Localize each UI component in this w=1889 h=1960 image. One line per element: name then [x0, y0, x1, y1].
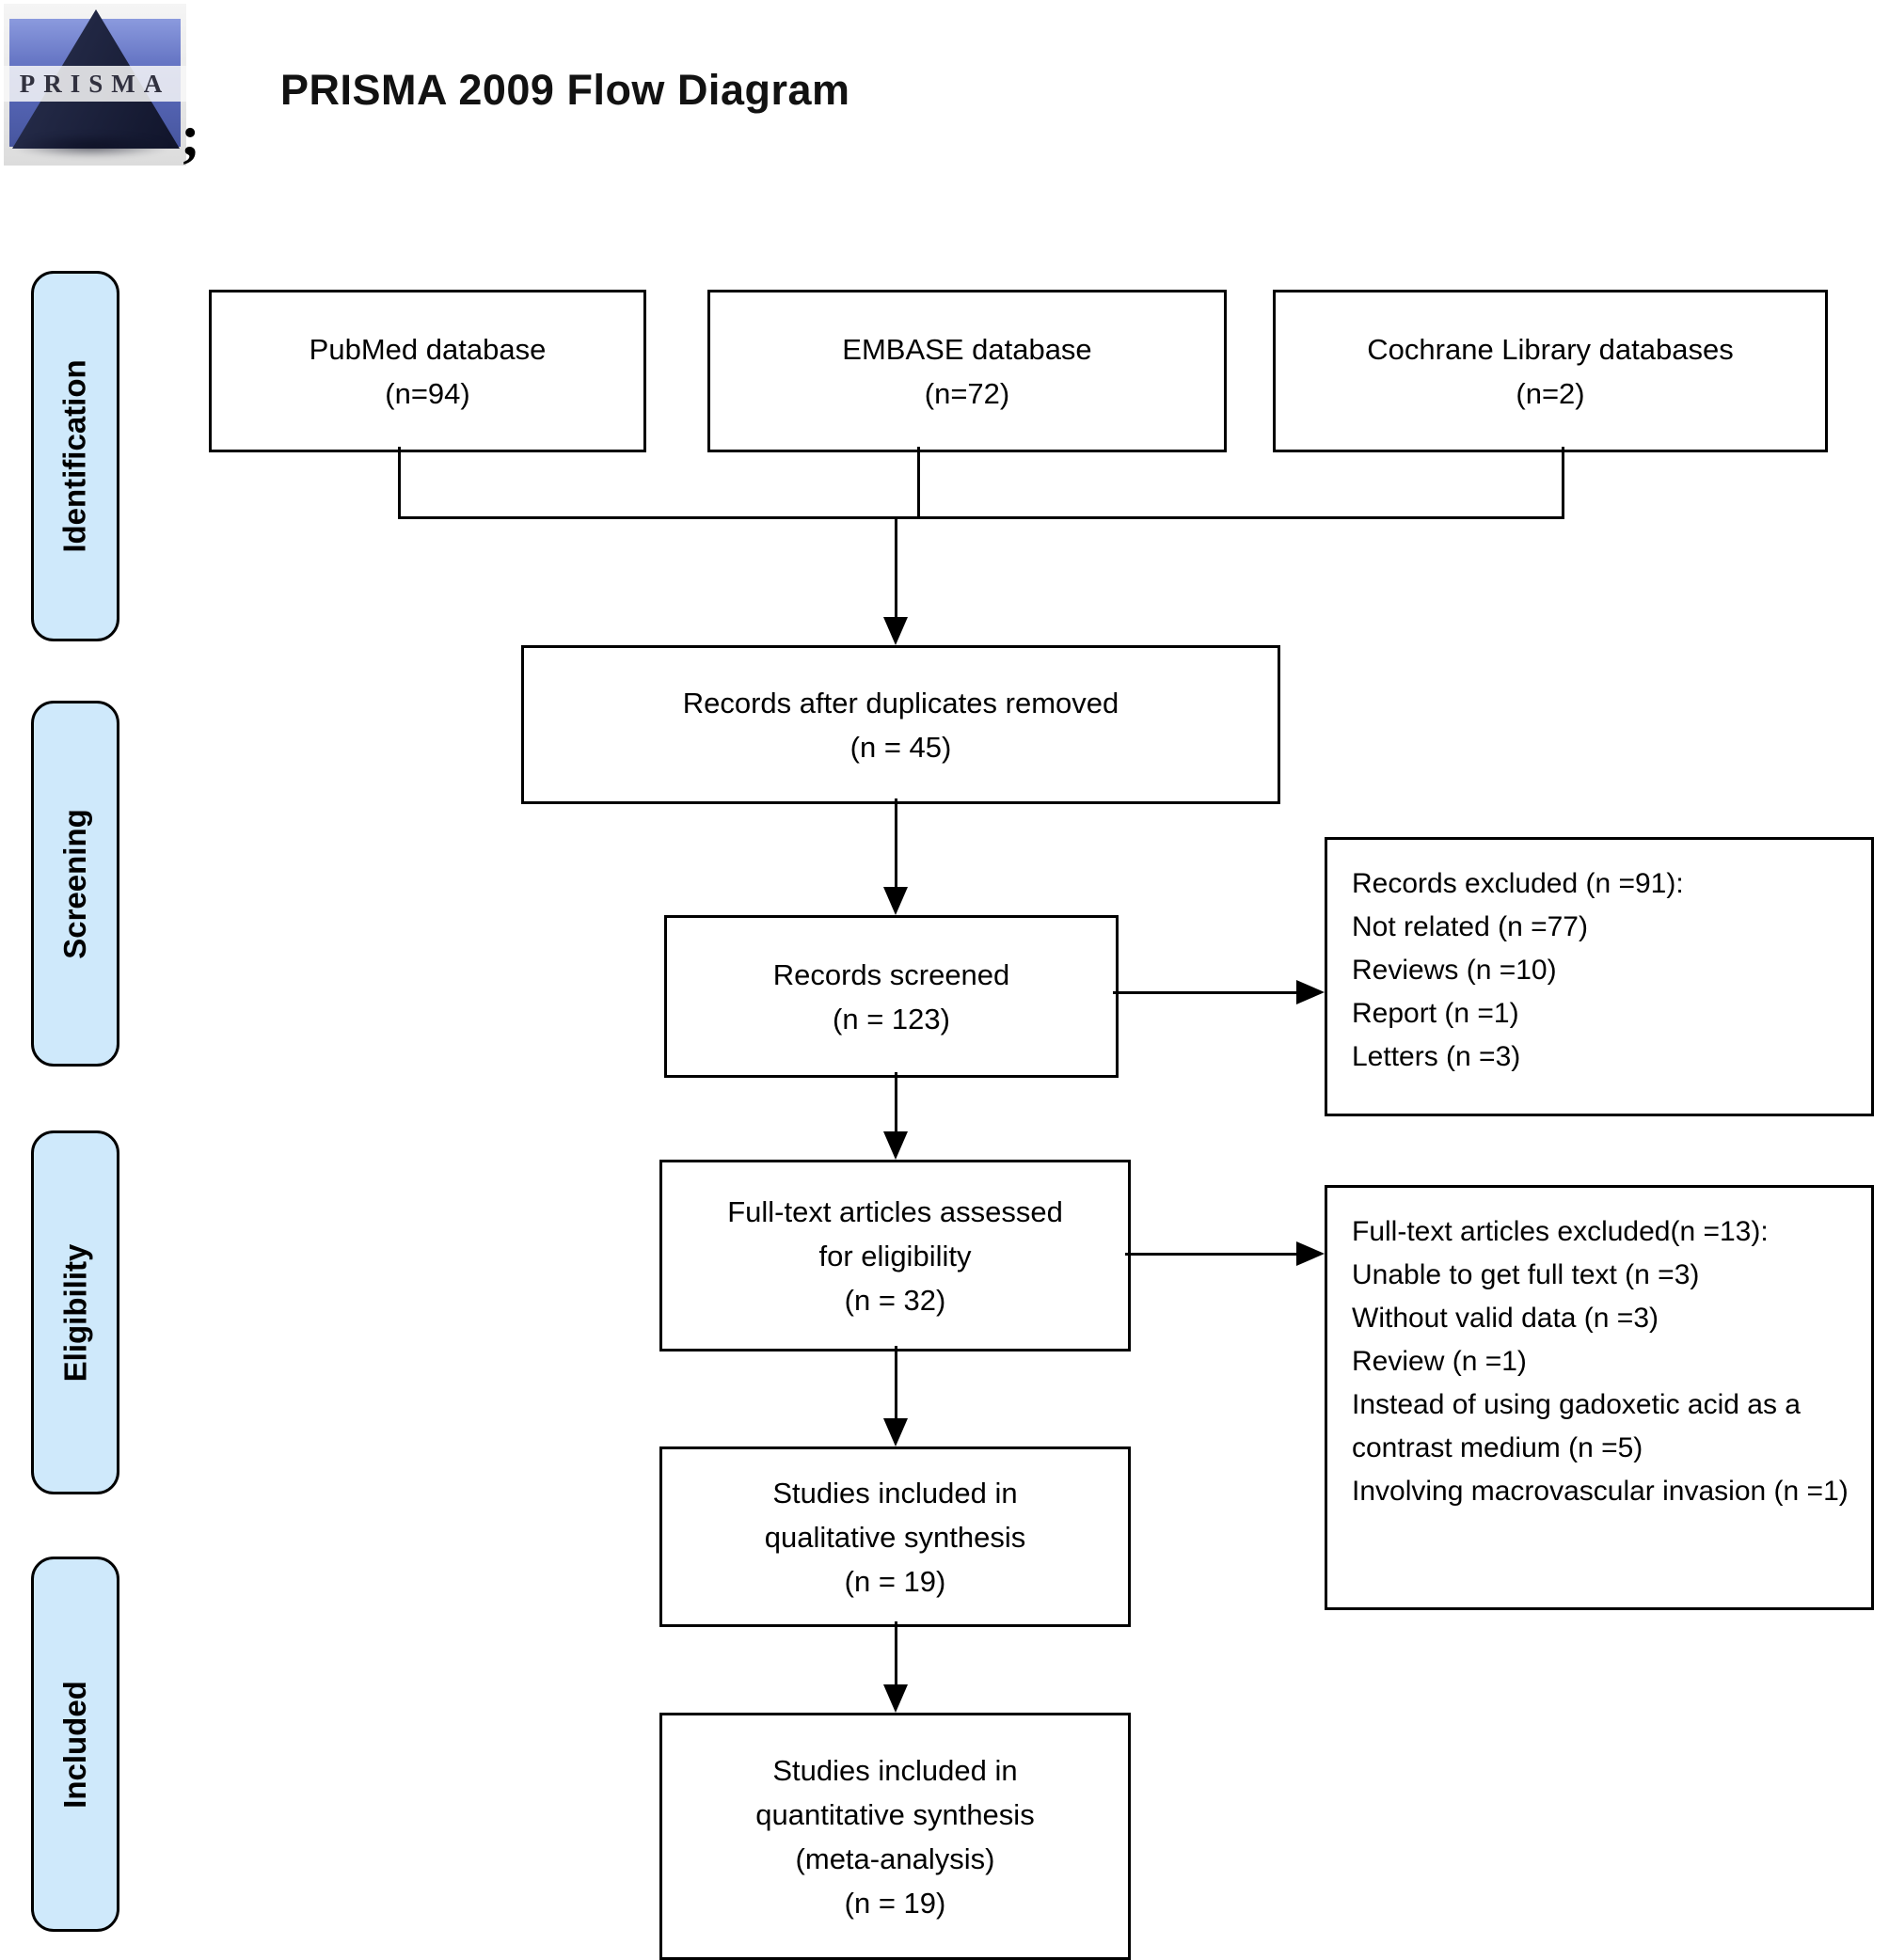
- fulltext-excluded-line6: Involving macrovascular invasion (n =1): [1352, 1476, 1849, 1507]
- arrow-qualitative-to-quantitative-head: [883, 1684, 908, 1713]
- arrow-fulltext-to-qualitative-head: [883, 1418, 908, 1446]
- prisma-logo: [4, 4, 186, 166]
- flow-box-duplicates-removed: [521, 645, 1280, 804]
- stage-identification-label: Identification: [57, 359, 92, 553]
- stage-identification: [31, 271, 119, 641]
- arrow-screened-to-excluded-line: [1113, 991, 1299, 994]
- qualitative-line2: qualitative synthesis: [764, 1520, 1026, 1554]
- stage-screening: [31, 701, 119, 1067]
- connector-merge-line: [398, 516, 1564, 519]
- connector-embase-stub: [917, 447, 920, 519]
- records-excluded-line1: Records excluded (n =91):: [1352, 868, 1684, 899]
- stray-semicolon-text: ;: [181, 104, 200, 168]
- fulltext-line3: (n = 32): [844, 1283, 946, 1317]
- quantitative-line1: Studies included in: [772, 1753, 1018, 1787]
- cochrane-line2: (n=2): [1516, 376, 1585, 410]
- screened-line1: Records screened: [772, 957, 1010, 991]
- arrow-merge-to-duplicates-head: [883, 617, 908, 645]
- records-excluded-line3: Reviews (n =10): [1352, 955, 1557, 986]
- qualitative-line3: (n = 19): [844, 1564, 946, 1598]
- page-title: PRISMA 2009 Flow Diagram: [280, 66, 850, 114]
- fulltext-excluded-line5: Instead of using gadoxetic acid as a contrast medium (n =5): [1352, 1389, 1801, 1463]
- arrow-merge-to-duplicates-line: [895, 516, 897, 620]
- arrow-qualitative-to-quantitative-line: [895, 1621, 897, 1687]
- fulltext-excluded-line3: Without valid data (n =3): [1352, 1303, 1659, 1334]
- prisma-logo-shadow: [11, 134, 171, 158]
- records-excluded-line5: Letters (n =3): [1352, 1041, 1521, 1072]
- embase-line1: EMBASE database: [842, 332, 1092, 366]
- connector-cochrane-stub: [1562, 447, 1564, 519]
- stage-eligibility: [31, 1130, 119, 1494]
- flow-box-embase: [707, 290, 1227, 452]
- arrow-screened-to-fulltext-head: [883, 1131, 908, 1160]
- pubmed-line1: PubMed database: [309, 332, 547, 366]
- flow-box-records-excluded: [1325, 837, 1874, 1116]
- flow-box-fulltext-assessed: [659, 1160, 1131, 1351]
- arrow-duplicates-to-screened-line: [895, 798, 897, 890]
- duplicates-line2: (n = 45): [849, 730, 952, 764]
- records-excluded-line2: Not related (n =77): [1352, 911, 1588, 942]
- stage-screening-label: Screening: [57, 808, 92, 959]
- flow-box-cochrane: [1273, 290, 1828, 452]
- flow-box-records-screened: [664, 915, 1119, 1078]
- connector-pubmed-stub: [398, 447, 401, 519]
- screened-line2: (n = 123): [833, 1002, 950, 1035]
- prisma-logo-wordmark: PRISMA: [19, 70, 171, 98]
- quantitative-line3: (meta-analysis): [795, 1841, 995, 1875]
- arrow-screened-to-excluded-head: [1296, 980, 1325, 1004]
- fulltext-excluded-line4: Review (n =1): [1352, 1346, 1527, 1377]
- fulltext-line2: for eligibility: [818, 1239, 972, 1272]
- flow-box-pubmed: [209, 290, 646, 452]
- quantitative-line4: (n = 19): [844, 1886, 946, 1920]
- embase-line2: (n=72): [924, 376, 1010, 410]
- fulltext-line1: Full-text articles assessed: [727, 1194, 1063, 1228]
- flow-box-fulltext-excluded: [1325, 1185, 1874, 1610]
- stage-eligibility-label: Eligibility: [57, 1243, 92, 1382]
- stage-included: [31, 1557, 119, 1932]
- duplicates-line1: Records after duplicates removed: [682, 686, 1119, 719]
- arrow-fulltext-to-excluded-head: [1296, 1241, 1325, 1266]
- cochrane-line1: Cochrane Library databases: [1367, 332, 1734, 366]
- records-excluded-line4: Report (n =1): [1352, 998, 1519, 1029]
- quantitative-line2: quantitative synthesis: [755, 1797, 1035, 1831]
- arrow-fulltext-to-qualitative-line: [895, 1346, 897, 1421]
- arrow-duplicates-to-screened-head: [883, 887, 908, 915]
- qualitative-line1: Studies included in: [772, 1476, 1018, 1510]
- fulltext-excluded-line1: Full-text articles excluded(n =13):: [1352, 1216, 1769, 1247]
- pubmed-line2: (n=94): [385, 376, 470, 410]
- flow-box-qualitative: [659, 1446, 1131, 1627]
- arrow-fulltext-to-excluded-line: [1125, 1253, 1299, 1256]
- flow-box-quantitative: [659, 1713, 1131, 1960]
- arrow-screened-to-fulltext-line: [895, 1072, 897, 1134]
- fulltext-excluded-line2: Unable to get full text (n =3): [1352, 1259, 1700, 1290]
- stage-included-label: Included: [57, 1680, 92, 1809]
